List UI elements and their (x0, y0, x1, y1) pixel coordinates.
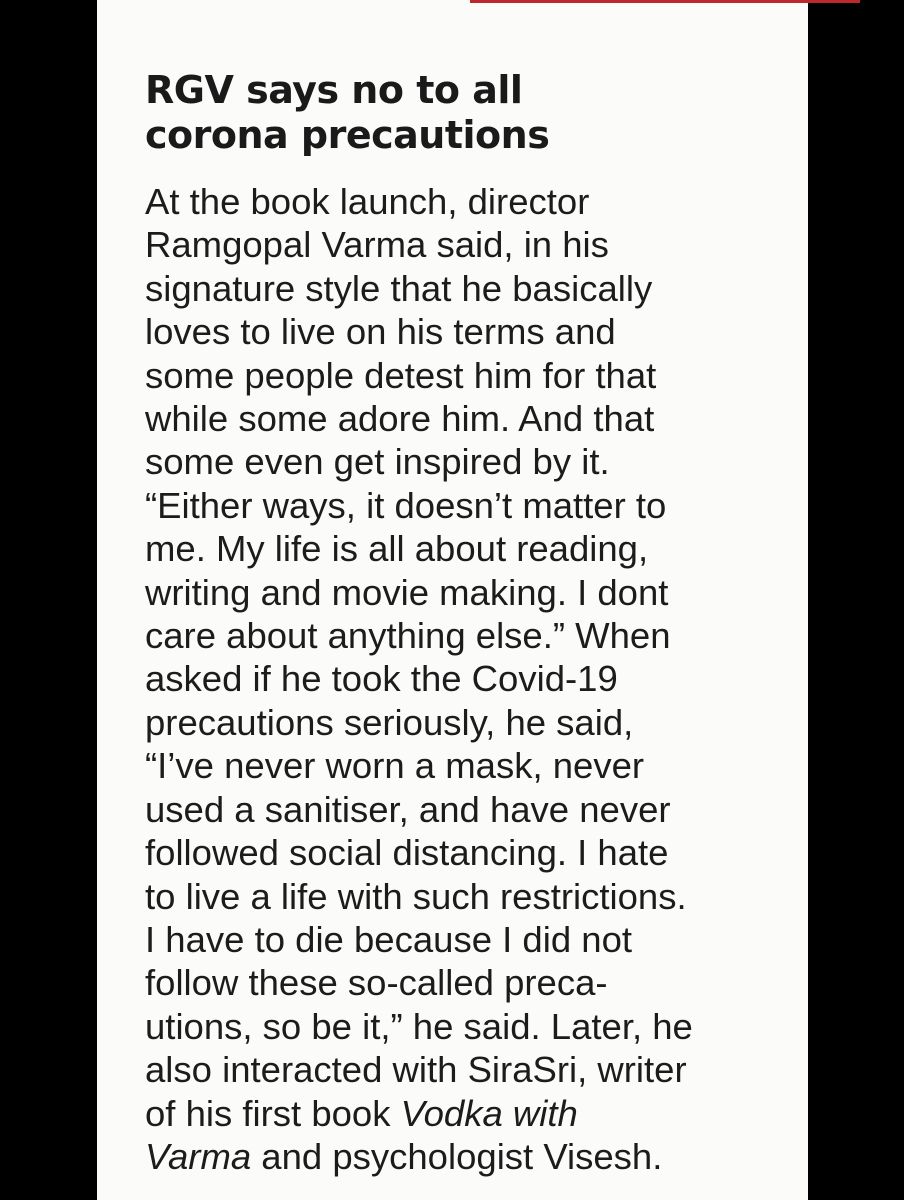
body-line: used a sanitiser, and have never (145, 788, 671, 830)
body-line: loves to live on his terms and (145, 311, 616, 353)
article-headline (145, 68, 765, 158)
body-line: At the book launch, director (145, 181, 590, 222)
book-title: Vodka with (400, 1092, 578, 1134)
body-line: asked if he took the Covid-19 (145, 658, 618, 700)
body-line: precautions seriously, he said, (145, 701, 634, 743)
body-line: me. My life is all about reading, (145, 528, 649, 570)
article-body (145, 180, 785, 1178)
body-line: utions, so be it,” he said. Later, he (145, 1005, 693, 1047)
book-title: Varma (145, 1135, 252, 1177)
body-line: while some adore him. And that (145, 398, 655, 440)
body-line: some even get inspired by it. (145, 441, 610, 483)
body-line: “I’ve never worn a mask, never (145, 745, 645, 787)
section-rule (470, 0, 860, 3)
body-line: followed social distancing. I hate (145, 832, 669, 874)
body-line: signature style that he basically (145, 267, 653, 309)
headline-line: corona precautions (145, 113, 550, 157)
body-line: I have to die because I did not (145, 918, 633, 960)
body-line: some people detest him for that (145, 354, 657, 396)
body-line (145, 1135, 785, 1178)
body-line: care about anything else.” When (145, 615, 671, 657)
headline-line: RGV says no to all (145, 68, 523, 112)
body-line: Ramgopal Varma said, in his (145, 224, 609, 266)
body-line (145, 1092, 785, 1135)
body-text-segment: and psychologist Visesh. (251, 1135, 663, 1177)
body-line: writing and movie making. I dont (145, 571, 669, 613)
body-line: follow these so-called preca- (145, 962, 608, 1004)
body-text-segment: of his first book (145, 1092, 401, 1134)
body-line: to live a life with such restrictions. (145, 875, 687, 917)
body-line: also interacted with SiraSri, writer (145, 1049, 687, 1091)
body-line: “Either ways, it doesn’t matter to (145, 484, 667, 526)
